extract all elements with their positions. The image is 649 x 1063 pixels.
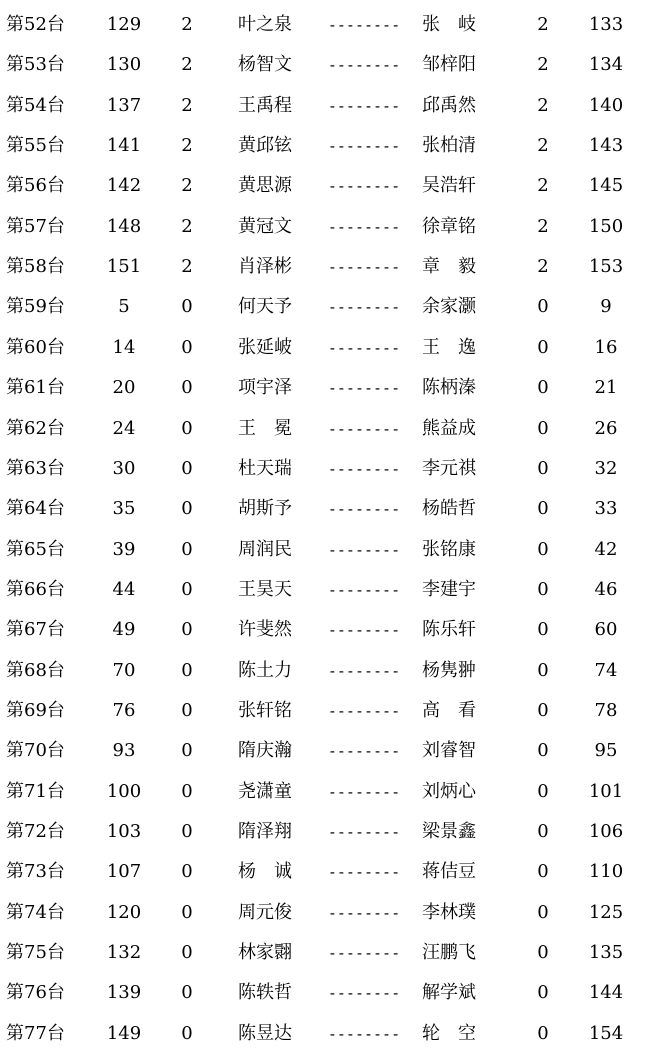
right-player-number: 125 xyxy=(588,901,624,923)
left-player-number: 148 xyxy=(106,215,142,237)
right-player-number: 106 xyxy=(588,821,624,842)
right-player-number: 134 xyxy=(588,54,624,76)
right-player-score: 0 xyxy=(537,578,549,600)
versus-separator: -------- xyxy=(327,379,401,398)
table-number: 第63台 xyxy=(6,457,65,479)
left-player-name: 陈昱达 xyxy=(238,1022,292,1044)
versus-separator: -------- xyxy=(327,177,401,196)
right-player-number: 153 xyxy=(588,256,624,278)
table-row xyxy=(0,489,649,529)
right-player-number: 143 xyxy=(588,135,624,157)
table-row xyxy=(0,166,649,206)
left-player-score: 2 xyxy=(181,94,193,116)
table-row xyxy=(0,86,649,126)
left-player-name: 陈轶哲 xyxy=(238,982,292,1004)
table-number: 第52台 xyxy=(6,14,65,35)
right-player-score: 2 xyxy=(537,135,549,157)
left-player-name: 杨 诚 xyxy=(238,861,292,883)
right-player-number: 74 xyxy=(594,659,618,681)
right-player-number: 26 xyxy=(594,417,618,439)
left-player-name: 肖泽彬 xyxy=(238,256,292,278)
table-row xyxy=(0,409,649,449)
left-player-score: 0 xyxy=(181,538,193,560)
left-player-score: 0 xyxy=(181,498,193,520)
table-row xyxy=(0,610,649,650)
right-player-name: 李林璞 xyxy=(422,901,476,923)
table-number: 第67台 xyxy=(6,619,65,641)
table-number: 第53台 xyxy=(6,54,65,76)
right-player-name: 余家灏 xyxy=(422,296,476,318)
versus-separator: -------- xyxy=(327,782,401,801)
versus-separator: -------- xyxy=(327,823,401,841)
right-player-name: 陈乐轩 xyxy=(422,619,476,641)
versus-separator: -------- xyxy=(327,1024,401,1043)
left-player-name: 张轩铭 xyxy=(238,699,292,721)
table-number: 第54台 xyxy=(6,94,65,116)
table-row xyxy=(0,5,649,45)
right-player-number: 133 xyxy=(588,14,624,35)
table-number: 第69台 xyxy=(6,699,65,721)
left-player-number: 24 xyxy=(112,417,136,439)
versus-separator: -------- xyxy=(327,742,401,761)
versus-separator: -------- xyxy=(327,621,401,640)
left-player-number: 5 xyxy=(118,296,130,318)
left-player-score: 0 xyxy=(181,821,193,842)
left-player-name: 周润民 xyxy=(238,538,292,560)
right-player-name: 杨隽翀 xyxy=(422,659,476,681)
right-player-name: 李建宇 xyxy=(422,578,476,600)
left-player-number: 132 xyxy=(106,942,142,964)
table-row xyxy=(0,45,649,85)
right-player-name: 邹梓阳 xyxy=(422,54,476,76)
right-player-number: 144 xyxy=(588,982,624,1004)
table-row xyxy=(0,207,649,247)
versus-separator: -------- xyxy=(327,258,401,277)
table-number: 第65台 xyxy=(6,538,65,560)
versus-separator: -------- xyxy=(327,903,401,922)
left-player-number: 44 xyxy=(112,578,136,600)
right-player-score: 0 xyxy=(537,821,549,842)
table-row xyxy=(0,651,649,691)
table-number: 第62台 xyxy=(6,417,65,439)
versus-separator: -------- xyxy=(327,419,401,438)
right-player-number: 101 xyxy=(588,780,624,802)
versus-separator: -------- xyxy=(327,580,401,599)
table-row xyxy=(0,1014,649,1054)
table-number: 第59台 xyxy=(6,296,65,318)
right-player-name: 章 毅 xyxy=(422,256,476,278)
right-player-name: 解学斌 xyxy=(422,982,476,1004)
left-player-name: 王昊天 xyxy=(238,578,292,600)
left-player-number: 14 xyxy=(112,336,136,358)
left-player-number: 20 xyxy=(112,377,136,399)
left-player-score: 0 xyxy=(181,659,193,681)
right-player-score: 2 xyxy=(537,54,549,76)
left-player-number: 151 xyxy=(106,256,142,278)
left-player-number: 76 xyxy=(112,699,136,721)
left-player-number: 130 xyxy=(106,54,142,76)
right-player-score: 0 xyxy=(537,417,549,439)
left-player-number: 141 xyxy=(106,135,142,157)
left-player-score: 0 xyxy=(181,1022,193,1044)
table-row xyxy=(0,812,649,852)
versus-separator: -------- xyxy=(327,137,401,156)
left-player-name: 何天予 xyxy=(238,296,292,318)
right-player-number: 150 xyxy=(588,215,624,237)
table-number: 第57台 xyxy=(6,215,65,237)
right-player-score: 2 xyxy=(537,94,549,116)
table-number: 第60台 xyxy=(6,336,65,358)
table-number: 第74台 xyxy=(6,901,65,923)
versus-separator: -------- xyxy=(327,217,401,236)
right-player-number: 32 xyxy=(594,457,618,479)
versus-separator: -------- xyxy=(327,16,401,34)
versus-separator: -------- xyxy=(327,863,401,882)
left-player-number: 149 xyxy=(106,1022,142,1044)
right-player-name: 高 看 xyxy=(422,699,476,721)
right-player-score: 0 xyxy=(537,619,549,641)
left-player-number: 70 xyxy=(112,659,136,681)
left-player-score: 2 xyxy=(181,135,193,157)
right-player-score: 0 xyxy=(537,457,549,479)
left-player-number: 129 xyxy=(106,14,142,35)
right-player-score: 0 xyxy=(537,982,549,1004)
right-player-number: 78 xyxy=(594,699,618,721)
left-player-name: 黄思源 xyxy=(238,175,292,197)
right-player-score: 0 xyxy=(537,780,549,802)
right-player-score: 0 xyxy=(537,498,549,520)
right-player-name: 汪鹏飞 xyxy=(422,942,476,964)
left-player-name: 周元俊 xyxy=(238,901,292,923)
table-number: 第70台 xyxy=(6,740,65,762)
left-player-score: 0 xyxy=(181,740,193,762)
left-player-name: 王 冕 xyxy=(238,417,292,439)
left-player-score: 0 xyxy=(181,377,193,399)
right-player-name: 刘炳心 xyxy=(422,780,476,802)
right-player-score: 0 xyxy=(537,538,549,560)
table-row xyxy=(0,126,649,166)
right-player-name: 杨皓哲 xyxy=(422,498,476,520)
right-player-number: 135 xyxy=(588,942,624,964)
left-player-score: 2 xyxy=(181,175,193,197)
right-player-score: 0 xyxy=(537,740,549,762)
right-player-score: 0 xyxy=(537,659,549,681)
table-row xyxy=(0,973,649,1013)
versus-separator: -------- xyxy=(327,459,401,478)
right-player-name: 刘睿智 xyxy=(422,740,476,762)
left-player-score: 2 xyxy=(181,256,193,278)
table-row xyxy=(0,852,649,892)
right-player-score: 2 xyxy=(537,175,549,197)
versus-separator: -------- xyxy=(327,661,401,680)
right-player-name: 张铭康 xyxy=(422,538,476,560)
left-player-score: 0 xyxy=(181,296,193,318)
left-player-name: 许斐然 xyxy=(238,619,292,641)
right-player-number: 46 xyxy=(594,578,618,600)
table-number: 第58台 xyxy=(6,256,65,278)
table-number: 第66台 xyxy=(6,578,65,600)
right-player-name: 轮 空 xyxy=(422,1022,476,1044)
table-row xyxy=(0,731,649,771)
table-row xyxy=(0,772,649,812)
right-player-number: 33 xyxy=(594,498,618,520)
table-row xyxy=(0,893,649,933)
left-player-number: 107 xyxy=(106,861,142,883)
left-player-name: 王禹程 xyxy=(238,94,292,116)
left-player-name: 项宇泽 xyxy=(238,377,292,399)
table-number: 第55台 xyxy=(6,135,65,157)
versus-separator: -------- xyxy=(327,338,401,357)
table-number: 第71台 xyxy=(6,780,65,802)
left-player-number: 93 xyxy=(112,740,136,762)
left-player-score: 0 xyxy=(181,780,193,802)
table-number: 第61台 xyxy=(6,377,65,399)
versus-separator: -------- xyxy=(327,500,401,519)
left-player-name: 尧潇童 xyxy=(238,780,292,802)
right-player-name: 梁景鑫 xyxy=(422,821,476,842)
table-row xyxy=(0,691,649,731)
left-player-name: 隋泽翔 xyxy=(238,821,292,842)
left-player-score: 0 xyxy=(181,336,193,358)
right-player-score: 0 xyxy=(537,1022,549,1044)
left-player-name: 黄冠文 xyxy=(238,215,292,237)
right-player-number: 145 xyxy=(588,175,624,197)
table-row xyxy=(0,933,649,973)
left-player-score: 2 xyxy=(181,54,193,76)
left-player-number: 139 xyxy=(106,982,142,1004)
right-player-name: 张柏清 xyxy=(422,135,476,157)
left-player-name: 胡斯予 xyxy=(238,498,292,520)
right-player-score: 0 xyxy=(537,296,549,318)
left-player-score: 0 xyxy=(181,457,193,479)
table-row xyxy=(0,287,649,327)
left-player-score: 0 xyxy=(181,417,193,439)
right-player-score: 0 xyxy=(537,377,549,399)
left-player-number: 120 xyxy=(106,901,142,923)
left-player-number: 142 xyxy=(106,175,142,197)
table-number: 第68台 xyxy=(6,659,65,681)
versus-separator: -------- xyxy=(327,701,401,720)
right-player-score: 2 xyxy=(537,215,549,237)
versus-separator: -------- xyxy=(327,944,401,963)
right-player-name: 陈柄溱 xyxy=(422,377,476,399)
right-player-number: 154 xyxy=(588,1022,624,1044)
right-player-score: 2 xyxy=(537,14,549,35)
left-player-number: 49 xyxy=(112,619,136,641)
right-player-number: 21 xyxy=(594,377,618,399)
right-player-number: 95 xyxy=(594,740,618,762)
versus-separator: -------- xyxy=(327,56,401,75)
left-player-score: 0 xyxy=(181,619,193,641)
left-player-score: 0 xyxy=(181,699,193,721)
table-number: 第77台 xyxy=(6,1022,65,1044)
right-player-name: 徐章铭 xyxy=(422,215,476,237)
right-player-name: 邱禹然 xyxy=(422,94,476,116)
left-player-name: 陈土力 xyxy=(238,659,292,681)
right-player-name: 张 岐 xyxy=(422,14,476,35)
right-player-score: 0 xyxy=(537,942,549,964)
table-row xyxy=(0,368,649,408)
table-row xyxy=(0,449,649,489)
left-player-score: 2 xyxy=(181,215,193,237)
right-player-name: 李元祺 xyxy=(422,457,476,479)
right-player-name: 王 逸 xyxy=(422,336,476,358)
left-player-name: 林家翾 xyxy=(238,942,292,964)
table-row xyxy=(0,328,649,368)
left-player-number: 137 xyxy=(106,94,142,116)
table-number: 第76台 xyxy=(6,982,65,1004)
left-player-name: 黄邱铉 xyxy=(238,135,292,157)
versus-separator: -------- xyxy=(327,298,401,317)
left-player-number: 39 xyxy=(112,538,136,560)
versus-separator: -------- xyxy=(327,984,401,1003)
right-player-number: 140 xyxy=(588,94,624,116)
right-player-name: 吴浩轩 xyxy=(422,175,476,197)
table-number: 第73台 xyxy=(6,861,65,883)
versus-separator: -------- xyxy=(327,96,401,115)
right-player-score: 2 xyxy=(537,256,549,278)
right-player-score: 0 xyxy=(537,699,549,721)
right-player-number: 42 xyxy=(594,538,618,560)
table-row xyxy=(0,570,649,610)
right-player-score: 0 xyxy=(537,336,549,358)
table-number: 第75台 xyxy=(6,942,65,964)
left-player-name: 杜天瑞 xyxy=(238,457,292,479)
right-player-number: 9 xyxy=(600,296,612,318)
left-player-number: 30 xyxy=(112,457,136,479)
right-player-number: 110 xyxy=(588,861,624,883)
left-player-number: 35 xyxy=(112,498,136,520)
right-player-score: 0 xyxy=(537,901,549,923)
left-player-score: 0 xyxy=(181,982,193,1004)
left-player-number: 100 xyxy=(106,780,142,802)
left-player-name: 杨智文 xyxy=(238,54,292,76)
left-player-number: 103 xyxy=(106,821,142,842)
table-row xyxy=(0,247,649,287)
right-player-number: 16 xyxy=(594,336,618,358)
left-player-score: 0 xyxy=(181,578,193,600)
right-player-name: 熊益成 xyxy=(422,417,476,439)
left-player-name: 隋庆瀚 xyxy=(238,740,292,762)
left-player-name: 叶之泉 xyxy=(238,14,292,35)
right-player-name: 蒋佶豆 xyxy=(422,861,476,883)
left-player-score: 0 xyxy=(181,861,193,883)
left-player-score: 0 xyxy=(181,942,193,964)
left-player-name: 张延岥 xyxy=(238,336,292,358)
table-number: 第72台 xyxy=(6,821,65,842)
versus-separator: -------- xyxy=(327,540,401,559)
table-row xyxy=(0,530,649,570)
left-player-score: 0 xyxy=(181,901,193,923)
left-player-score: 2 xyxy=(181,14,193,35)
right-player-number: 60 xyxy=(594,619,618,641)
table-number: 第64台 xyxy=(6,498,65,520)
right-player-score: 0 xyxy=(537,861,549,883)
table-number: 第56台 xyxy=(6,175,65,197)
